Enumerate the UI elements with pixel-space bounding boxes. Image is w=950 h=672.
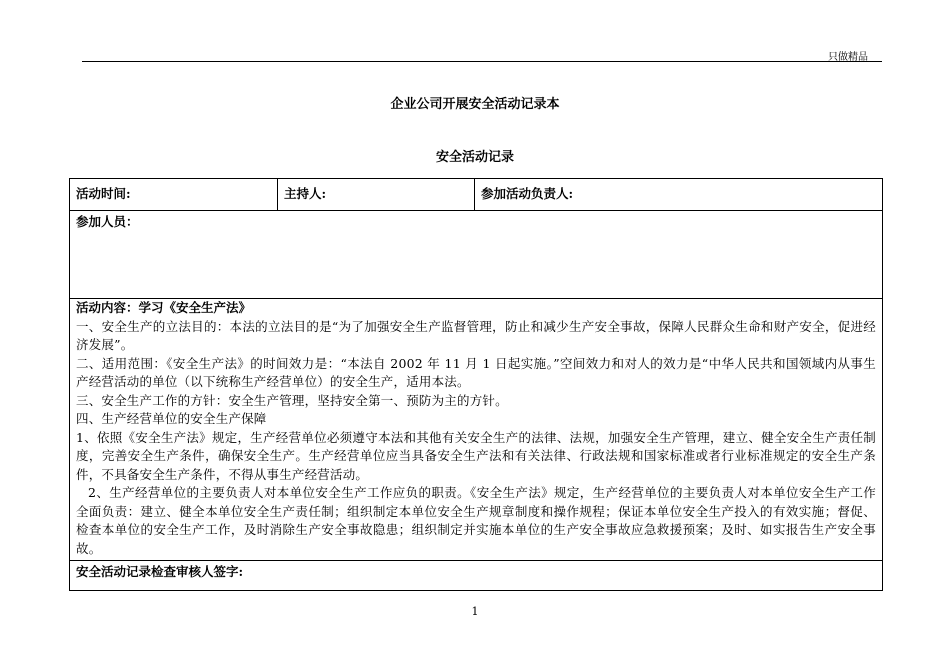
- content-paragraph: 一、安全生产的立法目的：本法的立法目的是“为了加强安全生产监督管理，防止和减少生产安全事故，保障人民群众生命和财产安全，促进经济发展”。: [76, 318, 876, 352]
- document-title: 企业公司开展安全活动记录本: [390, 97, 560, 112]
- review-row: [70, 561, 883, 591]
- activity-time-label: 活动时间:: [76, 186, 131, 202]
- header-rule: [82, 61, 882, 62]
- content-label: 活动内容：学习《安全生产法》: [76, 300, 252, 315]
- page-header-text: 只做精品: [828, 52, 868, 63]
- leader-label: 参加活动负责人:: [481, 186, 574, 202]
- content-paragraph: 2、生产经营单位的主要负责人对本单位安全生产工作应负的职责。《安全生产法》规定，生产经营单位的主要负责人对本单位安全生产工作全面负责：建立、健全本单位安全生产责任制；组织制定本单位安全生产规章制度和操作规程；保证本单位安全生产投入的有效实施；督促、检查本单位的安全生产工作，及时消除生产安全事故隐患；组织制定并实施本单位的生产安全事故应急救援预案；及时、如实报告生产安全事故。: [76, 485, 876, 556]
- host-label: 主持人:: [284, 186, 327, 202]
- content-paragraph: 四、生产经营单位的安全生产保障: [76, 411, 267, 426]
- activity-time-cell[interactable]: [70, 179, 278, 211]
- content-paragraph: 1、依照《安全生产法》规定，生产经营单位必须遵守本法和其他有关安全生产的法律、法规，加强安全生产管理，建立、健全安全生产责任制度，完善安全生产条件，确保安全生产。生产经营单位应当具备安全生产法和有关法律、行政法规和国家标准或者行业标准规定的安全生产条件，不具备安全生产条件，不得从事生产经营活动。: [76, 429, 876, 482]
- page-number: 1: [471, 605, 479, 618]
- participants-label: 参加人员：: [76, 214, 139, 229]
- meta-row: [70, 179, 883, 211]
- review-signature-cell[interactable]: [70, 561, 883, 591]
- content-row: [70, 299, 883, 561]
- activity-record-table: [69, 178, 883, 591]
- host-cell[interactable]: [278, 179, 475, 211]
- participants-cell[interactable]: [70, 211, 883, 299]
- review-signature-label: 安全活动记录检查审核人签字:: [76, 564, 244, 579]
- content-cell[interactable]: [70, 299, 883, 561]
- table-title: 安全活动记录: [435, 150, 514, 165]
- participants-row: [70, 211, 883, 299]
- content-paragraph: 二、适用范围：《安全生产法》的时间效力是：“本法自 2002 年 11 月 1 日起实施。”空间效力和对人的效力是“中华人民共和国领域内从事生产经营活动的单位（以下统称生产经营单位）的安全生产，适用本法。: [76, 355, 876, 389]
- leader-cell[interactable]: [475, 179, 883, 211]
- content-paragraph: 三、安全生产工作的方针：安全生产管理，坚持安全第一、预防为主的方针。: [76, 392, 508, 408]
